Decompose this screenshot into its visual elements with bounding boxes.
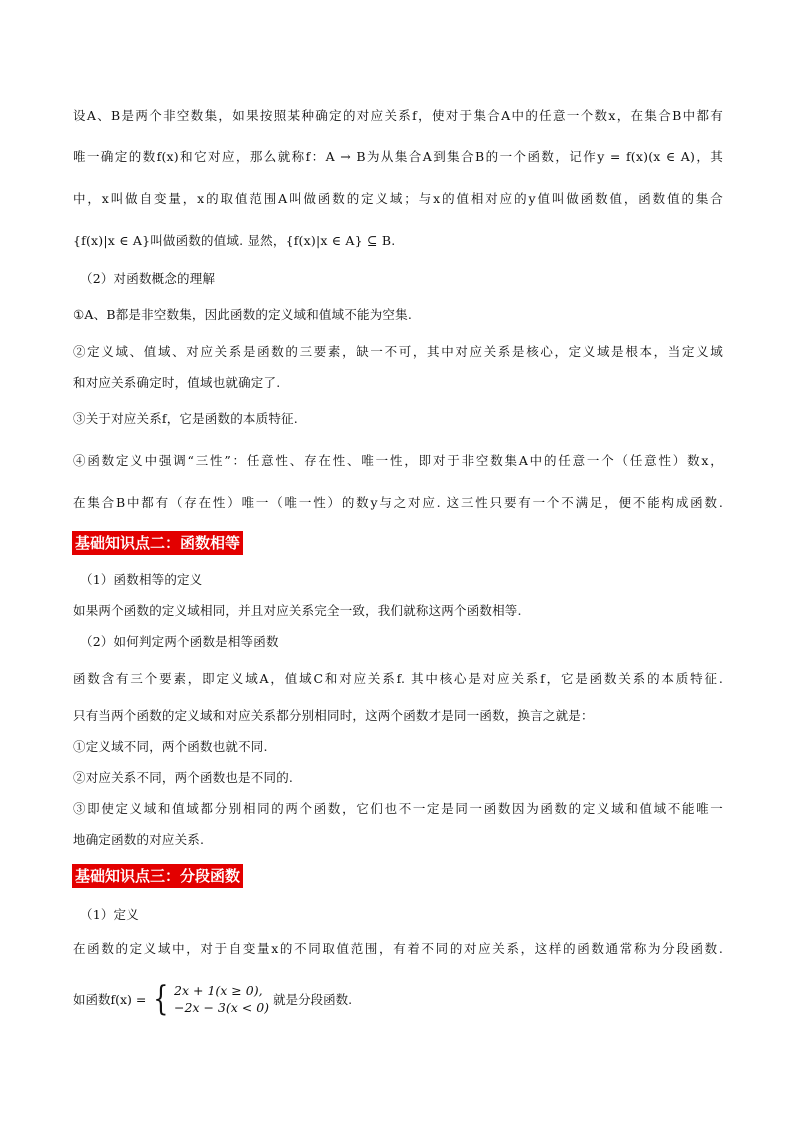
equality-text-2: 只有当两个函数的定义域和对应关系都分别相同时，这两个函数才是同一函数，换言之就是：: [73, 708, 594, 723]
understanding-item-4-line-1: ④函数定义中强调“三性”：任意性、存在性、唯一性，即对于非空数集A中的任意一个（任意性）数x，: [73, 453, 723, 468]
understanding-item-1: ①A、B都是非空数集，因此函数的定义域和值域不能为空集.: [73, 307, 412, 322]
definition-line-1: 设A、B是两个非空数集，如果按照某种确定的对应关系f，使对于集合A中的任意一个数x，在集合B中都有: [73, 108, 723, 123]
equality-definition-text: 如果两个函数的定义域相同，并且对应关系完全一致，我们就称这两个函数相等.: [73, 603, 522, 618]
understanding-item-2-line-2: 和对应关系确定时，值域也就确定了.: [73, 375, 281, 390]
equality-item-3-line-2: 地确定函数的对应关系.: [73, 832, 205, 847]
piecewise-example: [73, 979, 353, 1019]
definition-line-2: 唯一确定的数f(x)和它对应，那么就称f：A → B为从集合A到集合B的一个函数，记作y = f(x)(x ∈ A)，其: [73, 149, 723, 164]
subsection-title-piecewise-definition: （1）定义: [80, 907, 139, 922]
piecewise-case-1: 2x + 1(x ≥ 0),: [174, 983, 263, 998]
section-heading-piecewise-function: 基础知识点三：分段函数: [72, 864, 243, 888]
subsection-title-equality-definition: （1）函数相等的定义: [80, 572, 203, 587]
equality-item-1: ①定义域不同，两个函数也就不同.: [73, 739, 268, 754]
piecewise-example-suffix: 就是分段函数.: [273, 992, 353, 1007]
definition-line-3: 中，x叫做自变量，x的取值范围A叫做函数的定义域；与x的值相对应的y值叫做函数值，函数值的集合: [73, 191, 723, 206]
piecewise-case-2: −2x − 3(x < 0): [174, 1000, 270, 1015]
equality-item-3-line-1: ③即使定义域和值域都分别相同的两个函数，它们也不一定是同一函数因为函数的定义域和值域不能唯一: [73, 801, 723, 816]
piecewise-cases: [174, 982, 269, 1016]
piecewise-definition-text: 在函数的定义域中，对于自变量x的不同取值范围，有着不同的对应关系，这样的函数通常称为分段函数.: [73, 941, 723, 956]
left-brace-symbol: {: [153, 979, 169, 1019]
equality-text-1: 函数含有三个要素，即定义域A，值域C和对应关系f. 其中核心是对应关系f，它是函数关系的本质特征.: [73, 671, 723, 686]
piecewise-example-prefix: 如函数f(x) =: [73, 992, 147, 1007]
understanding-item-3: ③关于对应关系f，它是函数的本质特征.: [73, 411, 298, 426]
section-heading-function-equality: 基础知识点二：函数相等: [72, 531, 243, 555]
understanding-item-4-line-2: 在集合B中都有（存在性）唯一（唯一性）的数y与之对应. 这三性只要有一个不满足，便不能构成函数.: [73, 495, 723, 510]
understanding-item-2-line-1: ②定义域、值域、对应关系是函数的三要素，缺一不可，其中对应关系是核心，定义域是根本，当定义域: [73, 344, 723, 359]
subsection-title-understanding: （2）对函数概念的理解: [80, 271, 216, 286]
definition-line-4: {f(x)|x ∈ A}叫做函数的值域. 显然，{f(x)|x ∈ A} ⊆ B.: [73, 233, 396, 248]
equality-item-2: ②对应关系不同，两个函数也是不同的.: [73, 770, 294, 785]
subsection-title-equality-judgement: （2）如何判定两个函数是相等函数: [80, 634, 279, 649]
